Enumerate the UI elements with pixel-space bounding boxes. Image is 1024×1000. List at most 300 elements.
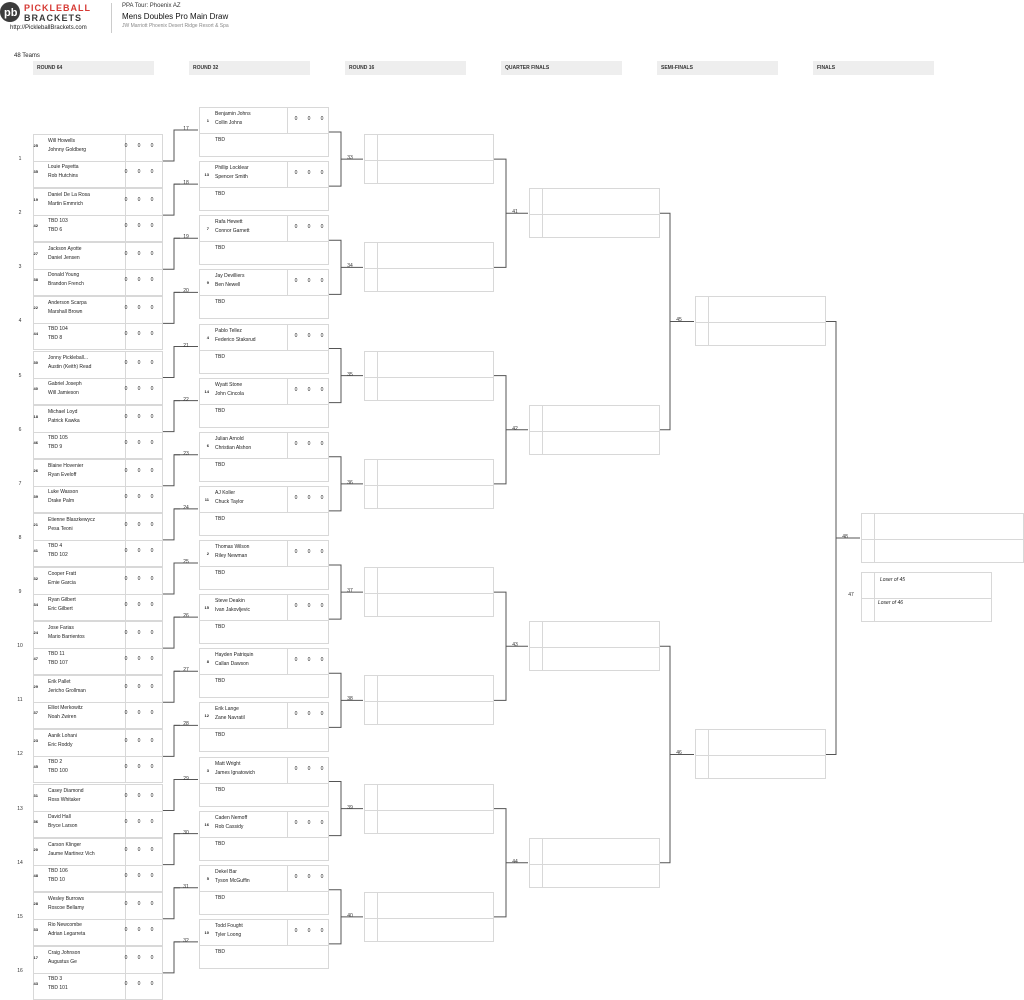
player-name: Elliot Merkowitz bbox=[48, 705, 83, 712]
player-name: Connor Garnett bbox=[215, 228, 250, 235]
set-score: 0 bbox=[137, 467, 141, 474]
qf-match[interactable] bbox=[529, 188, 660, 238]
tbd-slot: TBD bbox=[215, 678, 225, 685]
slot-divider bbox=[542, 189, 543, 237]
set-score: 0 bbox=[294, 873, 298, 880]
score-divider bbox=[287, 541, 288, 566]
set-score: 0 bbox=[294, 386, 298, 393]
player-name: Augustus Ge bbox=[48, 958, 77, 965]
set-score: 0 bbox=[150, 656, 154, 663]
set-score: 0 bbox=[150, 872, 154, 879]
team-seed: 13 bbox=[204, 172, 209, 178]
slot-divider bbox=[377, 893, 378, 941]
player-name: TBD 10 bbox=[48, 876, 65, 883]
r64-connector bbox=[163, 347, 180, 378]
match-number: 42 bbox=[512, 425, 518, 432]
r64-match[interactable] bbox=[33, 513, 163, 567]
set-score: 0 bbox=[137, 684, 141, 691]
player-name: Caden Nemoff bbox=[215, 814, 248, 821]
player-name: Dekel Bar bbox=[215, 868, 237, 875]
set-score: 0 bbox=[294, 116, 298, 122]
player-name: Julian Arnold bbox=[215, 435, 244, 442]
r16-match[interactable] bbox=[364, 351, 494, 401]
match-divider bbox=[200, 295, 328, 296]
set-score: 0 bbox=[150, 630, 154, 637]
r16-match[interactable] bbox=[364, 675, 494, 725]
player-name: TBD 9 bbox=[48, 443, 63, 450]
set-score: 0 bbox=[150, 143, 154, 149]
team-seed: 3 bbox=[206, 767, 209, 773]
player-name: TBD 4 bbox=[48, 542, 63, 549]
r32-match[interactable] bbox=[199, 161, 329, 211]
set-score: 0 bbox=[307, 332, 311, 339]
player-name: Brandon French bbox=[48, 281, 84, 288]
match-number: 20 bbox=[183, 288, 189, 295]
r64-connector bbox=[163, 780, 180, 811]
match-divider bbox=[862, 598, 991, 599]
player-name: Todd Fought bbox=[215, 922, 243, 929]
player-name: Eric Gilbert bbox=[48, 606, 73, 612]
score-divider bbox=[287, 758, 288, 783]
set-score: 0 bbox=[137, 656, 141, 663]
match-divider bbox=[530, 214, 659, 215]
r64-connector bbox=[163, 184, 180, 215]
set-score: 0 bbox=[307, 927, 311, 934]
match-number: 32 bbox=[183, 937, 189, 944]
set-score: 0 bbox=[137, 900, 141, 907]
set-score: 0 bbox=[137, 143, 141, 149]
bracket-row-number: 5 bbox=[18, 372, 22, 379]
player-name: TBD 103 bbox=[48, 218, 68, 225]
match-divider bbox=[200, 620, 328, 621]
team-seed: 35 bbox=[33, 169, 38, 174]
bracket-row-number: 1 bbox=[18, 156, 22, 162]
player-name: Ivan Jakovljevic bbox=[215, 607, 251, 614]
r64-connector bbox=[163, 455, 180, 486]
set-score: 0 bbox=[294, 711, 298, 718]
set-score: 0 bbox=[320, 549, 324, 555]
bracket-row-number: 6 bbox=[18, 426, 22, 433]
player-name: Will Jamieson bbox=[48, 389, 79, 396]
player-name: Jose Farias bbox=[48, 625, 74, 632]
qf-match[interactable] bbox=[529, 621, 660, 671]
player-name: Jackson Ayotte bbox=[48, 246, 82, 253]
r32-match[interactable] bbox=[199, 648, 329, 698]
team-seed: 31 bbox=[33, 792, 38, 798]
site-url-link[interactable]: http://PickleballBrackets.com bbox=[10, 25, 87, 31]
player-name: Rob Cassidy bbox=[215, 823, 244, 830]
set-score: 0 bbox=[150, 954, 154, 961]
set-score: 0 bbox=[137, 872, 141, 879]
sf-match[interactable] bbox=[695, 729, 826, 779]
player-name: Carson Klinger bbox=[48, 841, 82, 848]
match-divider bbox=[365, 268, 493, 269]
set-score: 0 bbox=[137, 521, 141, 528]
set-score: 0 bbox=[137, 305, 141, 312]
r32-match[interactable] bbox=[199, 324, 329, 374]
set-score: 0 bbox=[294, 332, 298, 339]
set-score: 0 bbox=[294, 927, 298, 934]
r64-match[interactable] bbox=[33, 134, 163, 188]
r32-match[interactable] bbox=[199, 702, 329, 752]
set-score: 0 bbox=[320, 386, 324, 393]
team-seed: 27 bbox=[33, 251, 38, 257]
team-seed: 4 bbox=[206, 334, 209, 340]
sf-match[interactable] bbox=[695, 296, 826, 346]
r16-match[interactable] bbox=[364, 134, 494, 184]
event-title: Mens Doubles Pro Main Draw bbox=[122, 12, 229, 21]
player-name: Ross Whitaker bbox=[48, 796, 81, 803]
set-score: 0 bbox=[150, 521, 154, 528]
match-number: 22 bbox=[183, 396, 189, 403]
match-divider bbox=[34, 269, 162, 270]
player-name: Pablo Tellez bbox=[215, 327, 242, 334]
player-name: Cooper Fratt bbox=[48, 571, 77, 577]
r64-match[interactable] bbox=[33, 621, 163, 675]
team-seed: 43 bbox=[33, 980, 38, 986]
set-score: 0 bbox=[320, 224, 324, 231]
set-score: 0 bbox=[137, 223, 141, 230]
player-name: Anderson Scarpa bbox=[48, 300, 87, 307]
match-number: 27 bbox=[183, 667, 189, 674]
set-score: 0 bbox=[294, 494, 298, 501]
team-seed: 44 bbox=[33, 331, 38, 337]
match-divider bbox=[365, 377, 493, 378]
r64-connector bbox=[163, 942, 180, 973]
player-name: TBD 11 bbox=[48, 651, 65, 658]
player-name: Federico Staksrud bbox=[215, 336, 256, 343]
tour-name: PPA Tour: Phoenix AZ bbox=[122, 3, 181, 9]
r64-match[interactable] bbox=[33, 405, 163, 459]
score-divider bbox=[287, 649, 288, 674]
r32-match[interactable] bbox=[199, 811, 329, 861]
set-score: 0 bbox=[137, 576, 141, 582]
set-score: 0 bbox=[150, 251, 154, 258]
venue-name: JW Marriott Phoenix Desert Ridge Resort & Spa bbox=[122, 23, 229, 29]
score-divider bbox=[287, 812, 288, 837]
r64-match[interactable] bbox=[33, 838, 163, 892]
r64-connector bbox=[163, 563, 180, 594]
player-name: Hayden Patriquin bbox=[215, 652, 254, 659]
player-name: Zane Navratil bbox=[215, 715, 245, 722]
set-score: 0 bbox=[294, 765, 298, 772]
r16-match[interactable] bbox=[364, 567, 494, 617]
r16-match[interactable] bbox=[364, 784, 494, 834]
match-divider bbox=[696, 322, 825, 323]
match-divider bbox=[34, 323, 162, 324]
slot-divider bbox=[377, 135, 378, 183]
player-name: TBD 8 bbox=[48, 335, 63, 342]
score-divider bbox=[287, 595, 288, 620]
match-number: 37 bbox=[347, 588, 353, 595]
set-score: 0 bbox=[294, 819, 298, 826]
match-divider bbox=[530, 431, 659, 432]
team-seed: 38 bbox=[33, 277, 38, 283]
set-score: 0 bbox=[294, 224, 298, 231]
set-score: 0 bbox=[124, 926, 128, 933]
final-match[interactable] bbox=[861, 513, 1024, 563]
set-score: 0 bbox=[124, 197, 128, 204]
pair-connector bbox=[329, 132, 341, 186]
r32-match[interactable] bbox=[199, 486, 329, 536]
team-seed: 11 bbox=[204, 496, 209, 502]
player-name: Ryan Gilbert bbox=[48, 597, 76, 603]
player-name: TBD 102 bbox=[48, 551, 68, 558]
set-score: 0 bbox=[137, 251, 141, 258]
team-seed: 15 bbox=[204, 605, 209, 611]
teams-count: 48 Teams bbox=[14, 53, 40, 59]
set-score: 0 bbox=[137, 818, 141, 825]
team-seed: 5 bbox=[206, 875, 209, 881]
set-score: 0 bbox=[307, 278, 311, 285]
set-score: 0 bbox=[124, 764, 128, 771]
player-name: Ernie Garcia bbox=[48, 580, 76, 586]
set-score: 0 bbox=[320, 657, 324, 664]
r16-match[interactable] bbox=[364, 459, 494, 509]
player-name: Riley Newman bbox=[215, 553, 248, 559]
qf-match[interactable] bbox=[529, 838, 660, 888]
score-divider bbox=[287, 433, 288, 458]
r32-match[interactable] bbox=[199, 269, 329, 319]
player-name: Eric Roddy bbox=[48, 742, 73, 749]
set-score: 0 bbox=[137, 413, 141, 420]
set-score: 0 bbox=[137, 926, 141, 933]
r64-connector bbox=[163, 888, 180, 919]
player-name: TBD 100 bbox=[48, 768, 68, 775]
r64-match[interactable] bbox=[33, 459, 163, 513]
player-name: Will Howells bbox=[48, 138, 75, 144]
team-seed: 21 bbox=[33, 521, 38, 527]
player-name: Louie Payetta bbox=[48, 164, 79, 170]
round-header-1: ROUND 64 bbox=[33, 61, 154, 75]
match-divider bbox=[34, 161, 162, 162]
bracket-row-number: 7 bbox=[18, 480, 22, 487]
team-seed: 40 bbox=[33, 385, 38, 391]
r16-match[interactable] bbox=[364, 892, 494, 942]
r32-match[interactable] bbox=[199, 215, 329, 265]
r64-match[interactable] bbox=[33, 188, 163, 242]
r64-match[interactable] bbox=[33, 675, 163, 729]
set-score: 0 bbox=[294, 657, 298, 664]
player-name: Jericho Grollman bbox=[48, 688, 86, 695]
match-number: 47 bbox=[848, 592, 854, 598]
r32-match[interactable] bbox=[199, 432, 329, 482]
player-name: Wyatt Stone bbox=[215, 381, 243, 388]
set-score: 0 bbox=[307, 494, 311, 501]
set-score: 0 bbox=[124, 143, 128, 149]
match-divider bbox=[200, 566, 328, 567]
match-divider bbox=[34, 702, 162, 703]
r32-match[interactable] bbox=[199, 107, 329, 157]
set-score: 0 bbox=[150, 493, 154, 500]
set-score: 0 bbox=[124, 493, 128, 500]
pair-connector bbox=[329, 349, 341, 403]
match-divider bbox=[34, 215, 162, 216]
match-divider bbox=[696, 755, 825, 756]
pair-connector bbox=[660, 646, 670, 863]
player-name: Rob Hutchins bbox=[48, 173, 79, 179]
set-score: 0 bbox=[150, 305, 154, 312]
set-score: 0 bbox=[124, 656, 128, 663]
team-seed: 32 bbox=[33, 576, 38, 581]
team-seed: 16 bbox=[204, 821, 209, 827]
match-divider bbox=[365, 485, 493, 486]
player-name: TBD 101 bbox=[48, 984, 68, 991]
score-divider bbox=[287, 270, 288, 295]
r64-match[interactable] bbox=[33, 296, 163, 350]
team-seed: 33 bbox=[33, 926, 38, 932]
match-number: 28 bbox=[183, 721, 189, 728]
r64-match[interactable] bbox=[33, 242, 163, 296]
player-name: Aanik Lohani bbox=[48, 733, 77, 740]
match-divider bbox=[200, 728, 328, 729]
set-score: 0 bbox=[150, 439, 154, 446]
slot-divider bbox=[377, 243, 378, 291]
team-seed: 36 bbox=[33, 818, 38, 824]
third-place-match[interactable] bbox=[861, 572, 992, 622]
team-seed: 14 bbox=[204, 388, 209, 394]
set-score: 0 bbox=[150, 710, 154, 717]
score-divider bbox=[287, 703, 288, 728]
set-score: 0 bbox=[294, 440, 298, 447]
player-name: Jay Devilliers bbox=[215, 273, 245, 280]
team-seed: 2 bbox=[206, 551, 209, 556]
set-score: 0 bbox=[137, 385, 141, 392]
tbd-slot: TBD bbox=[215, 407, 225, 414]
set-score: 0 bbox=[150, 602, 154, 608]
match-divider bbox=[34, 811, 162, 812]
set-score: 0 bbox=[150, 385, 154, 392]
pair-connector bbox=[329, 673, 341, 727]
tbd-slot: TBD bbox=[215, 570, 225, 576]
set-score: 0 bbox=[150, 197, 154, 204]
r32-match[interactable] bbox=[199, 919, 329, 969]
team-seed: 45 bbox=[33, 764, 38, 770]
match-divider bbox=[200, 783, 328, 784]
r64-match[interactable] bbox=[33, 729, 163, 783]
score-divider bbox=[287, 487, 288, 512]
r64-match[interactable] bbox=[33, 567, 163, 621]
set-score: 0 bbox=[150, 846, 154, 853]
set-score: 0 bbox=[124, 602, 128, 608]
tbd-slot: TBD bbox=[215, 191, 225, 198]
team-seed: 10 bbox=[204, 929, 209, 935]
svg-text:BRACKETS: BRACKETS bbox=[24, 13, 83, 23]
team-seed: 26 bbox=[33, 467, 38, 473]
match-number: 46 bbox=[676, 750, 682, 757]
match-divider bbox=[34, 432, 162, 433]
match-divider bbox=[200, 350, 328, 351]
set-score: 0 bbox=[307, 765, 311, 772]
set-score: 0 bbox=[150, 359, 154, 366]
set-score: 0 bbox=[124, 169, 128, 175]
r64-match[interactable] bbox=[33, 784, 163, 838]
set-score: 0 bbox=[137, 439, 141, 446]
r32-match[interactable] bbox=[199, 757, 329, 807]
set-score: 0 bbox=[137, 169, 141, 175]
r64-connector bbox=[163, 509, 180, 540]
match-divider bbox=[200, 458, 328, 459]
set-score: 0 bbox=[124, 684, 128, 691]
set-score: 0 bbox=[320, 711, 324, 718]
set-score: 0 bbox=[320, 332, 324, 339]
match-divider bbox=[530, 647, 659, 648]
r32-match[interactable] bbox=[199, 540, 329, 590]
r32-match[interactable] bbox=[199, 865, 329, 915]
match-number: 25 bbox=[183, 559, 189, 565]
round-header-4: QUARTER FINALS bbox=[501, 61, 622, 75]
slot-divider bbox=[377, 460, 378, 508]
team-seed: 30 bbox=[33, 359, 38, 365]
player-name: James Ignatowich bbox=[215, 769, 256, 776]
player-name: Luke Wasson bbox=[48, 488, 79, 495]
set-score: 0 bbox=[294, 170, 298, 177]
match-divider bbox=[530, 864, 659, 865]
r64-connector bbox=[163, 617, 180, 648]
score-divider bbox=[287, 108, 288, 133]
set-score: 0 bbox=[150, 576, 154, 582]
r16-match[interactable] bbox=[364, 242, 494, 292]
match-number: 26 bbox=[183, 613, 189, 620]
team-seed: 28 bbox=[33, 900, 38, 906]
qf-match[interactable] bbox=[529, 405, 660, 455]
set-score: 0 bbox=[137, 980, 141, 987]
r64-match[interactable] bbox=[33, 892, 163, 946]
player-name: Tyson McGuffin bbox=[215, 877, 250, 884]
team-seed: 19 bbox=[33, 197, 38, 203]
match-divider bbox=[200, 133, 328, 134]
slot-divider bbox=[874, 573, 875, 621]
player-name: TBD 6 bbox=[48, 227, 63, 234]
set-score: 0 bbox=[150, 792, 154, 799]
player-name: Pesa Teoni bbox=[48, 525, 73, 532]
player-name: Jaume Martinez Vich bbox=[48, 850, 95, 857]
match-divider bbox=[34, 378, 162, 379]
set-score: 0 bbox=[150, 331, 154, 338]
r64-match[interactable] bbox=[33, 946, 163, 1000]
match-divider bbox=[200, 241, 328, 242]
match-divider bbox=[862, 539, 1023, 540]
pair-connector bbox=[329, 457, 341, 511]
tbd-slot: TBD bbox=[215, 948, 225, 955]
player-name: Roscoe Bellamy bbox=[48, 904, 85, 911]
pair-connector bbox=[329, 890, 341, 944]
set-score: 0 bbox=[307, 116, 311, 122]
set-score: 0 bbox=[124, 846, 128, 853]
loser-of-46: Loser of 46 bbox=[878, 600, 904, 606]
player-name: Austin (Keith) Read bbox=[48, 363, 92, 370]
match-number: 19 bbox=[183, 234, 189, 241]
player-name: Steve Deakin bbox=[215, 598, 245, 605]
match-number: 29 bbox=[183, 775, 189, 782]
team-seed: 34 bbox=[33, 602, 38, 607]
set-score: 0 bbox=[307, 873, 311, 880]
r32-match[interactable] bbox=[199, 378, 329, 428]
player-name: Daniel De La Rosa bbox=[48, 192, 90, 199]
player-name: TBD 106 bbox=[48, 867, 68, 874]
slot-divider bbox=[377, 352, 378, 400]
svg-text:pb: pb bbox=[4, 7, 18, 19]
player-name: Christian Alshon bbox=[215, 444, 252, 451]
team-seed: 20 bbox=[33, 846, 38, 852]
team-seed: 24 bbox=[33, 630, 38, 636]
set-score: 0 bbox=[137, 359, 141, 366]
set-score: 0 bbox=[137, 197, 141, 204]
match-divider bbox=[34, 756, 162, 757]
r64-match[interactable] bbox=[33, 351, 163, 405]
set-score: 0 bbox=[124, 359, 128, 366]
r32-match[interactable] bbox=[199, 594, 329, 644]
